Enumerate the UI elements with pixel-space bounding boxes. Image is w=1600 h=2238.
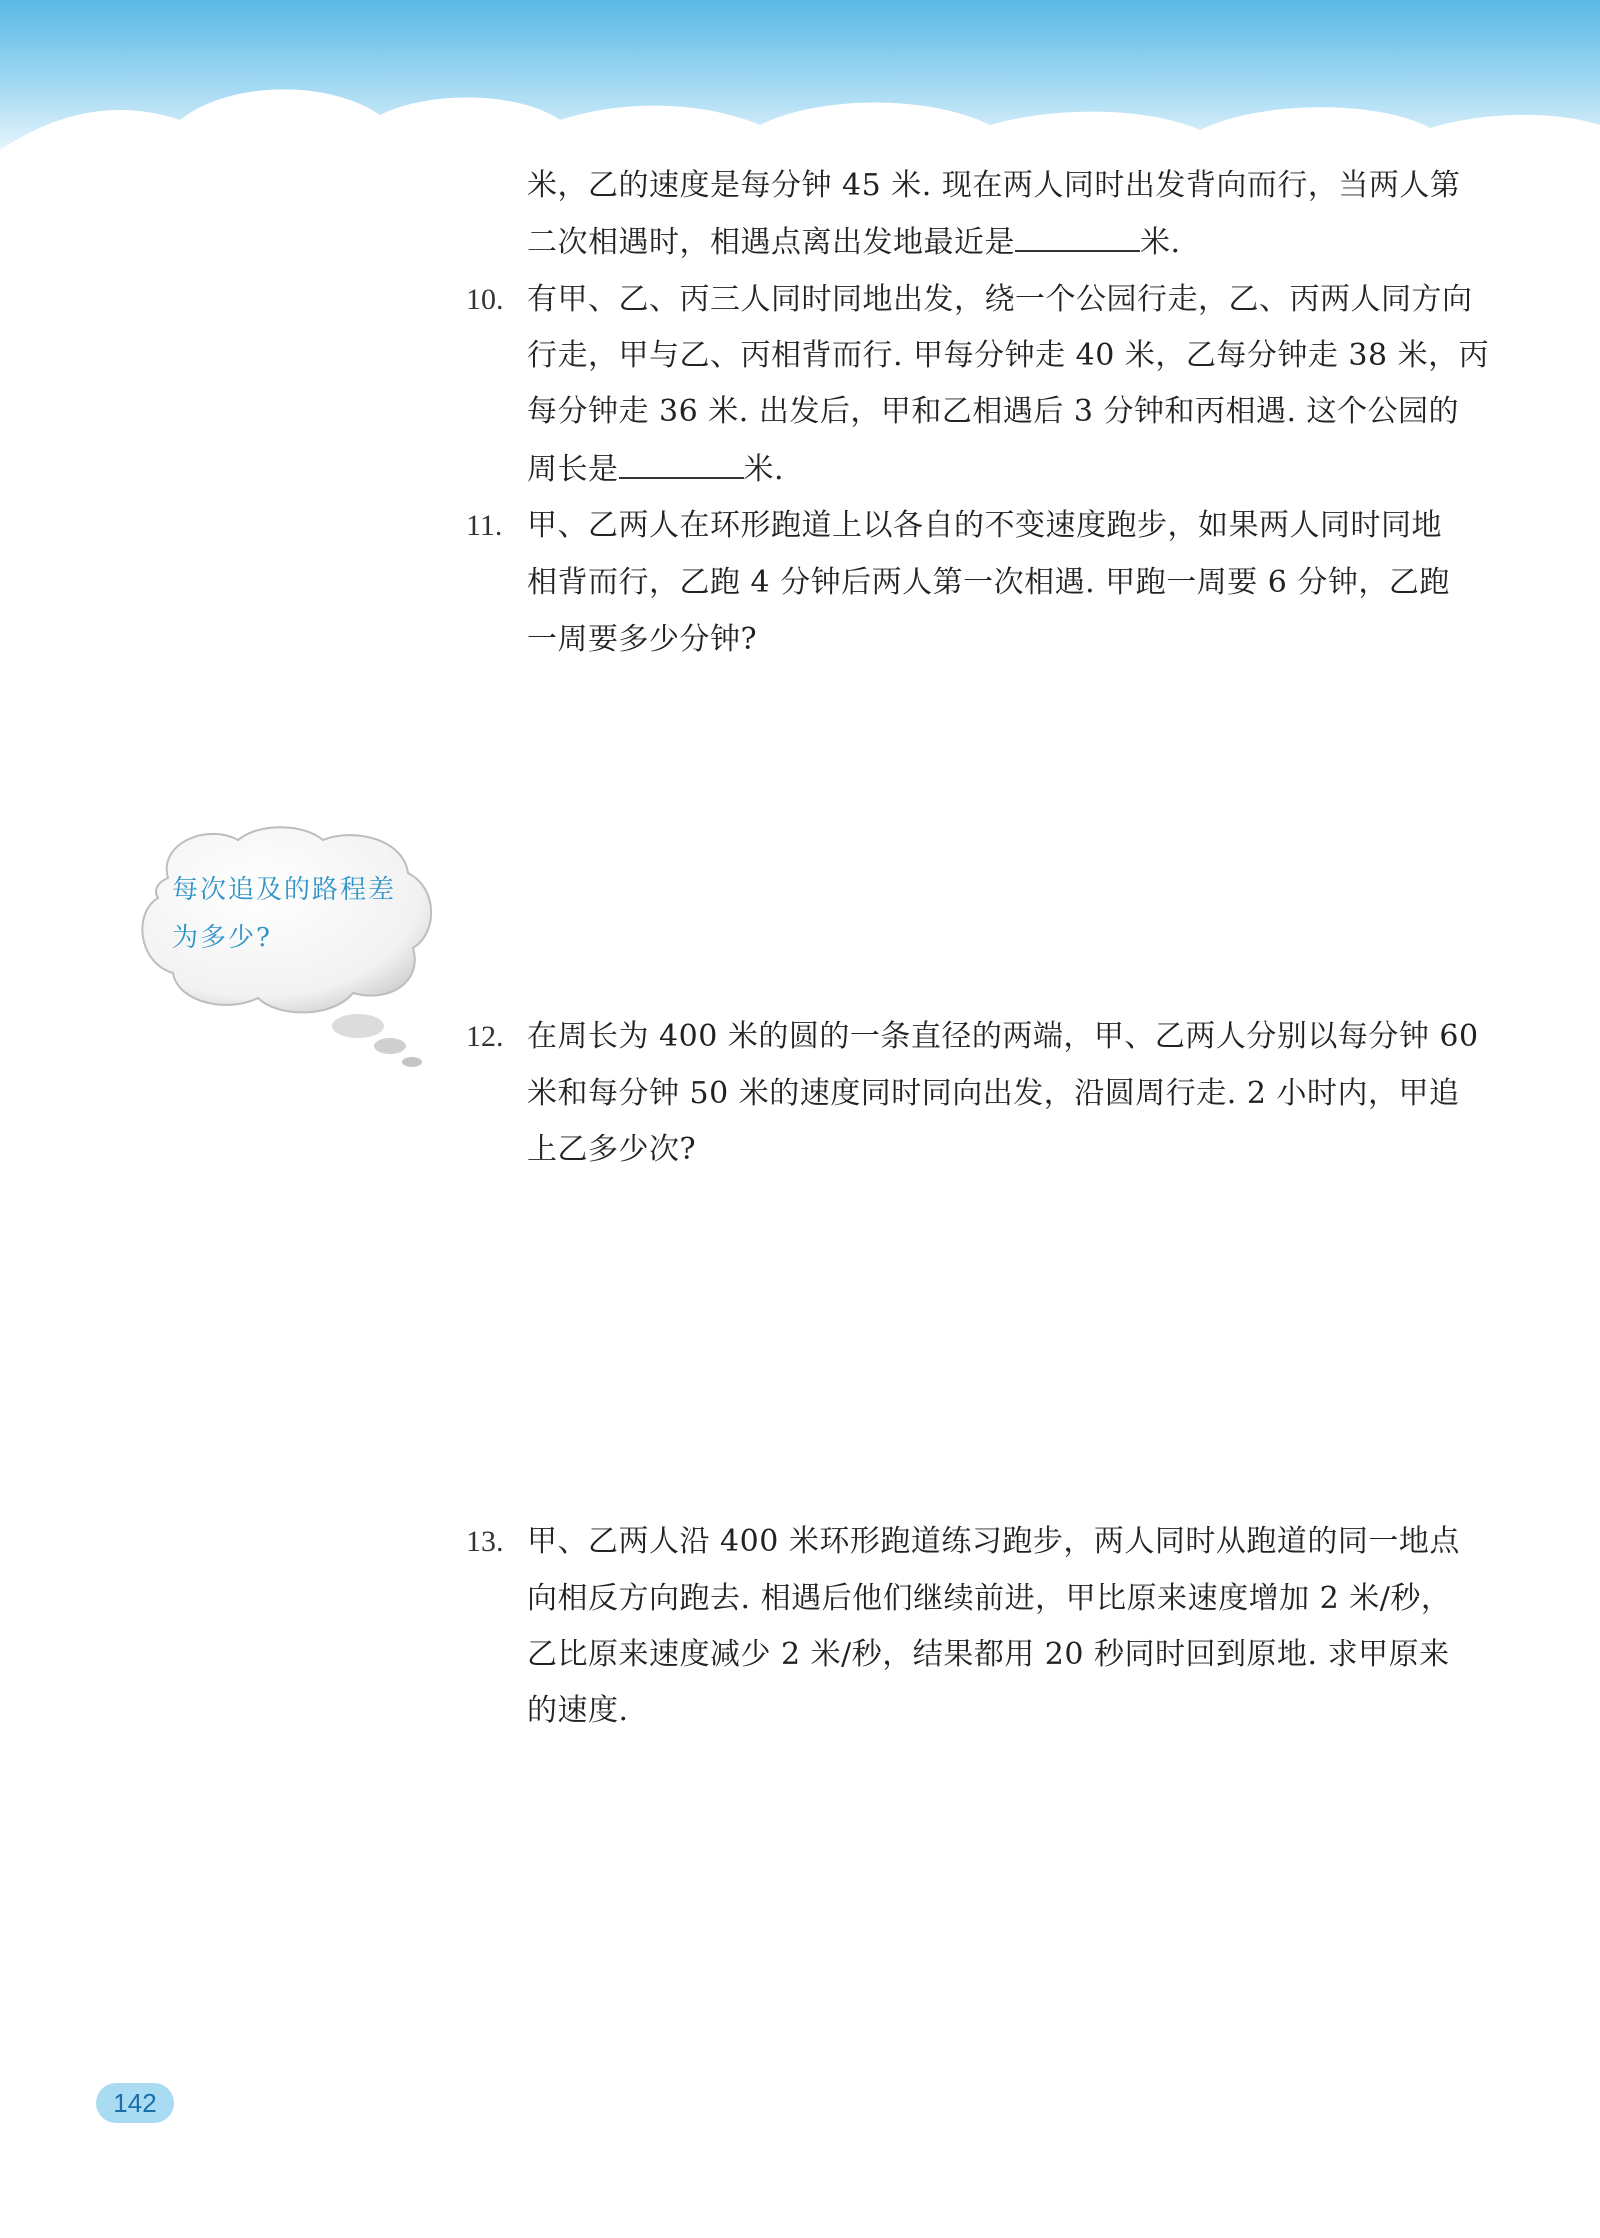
problem-11-number: 11. [466,509,503,542]
problem-13-line-1: 甲、乙两人沿 400 米环形跑道练习跑步，两人同时从跑道的同一地点 [527,1524,1460,1559]
problem-12-line-3: 上乙多少次? [527,1132,697,1167]
hint-line-1: 每次追及的路程差 [172,875,397,905]
problem-12-line-1: 在周长为 400 米的圆的一条直径的两端，甲、乙两人分别以每分钟 60 [527,1019,1479,1054]
problem-10-text: 周长是 [527,452,619,487]
problem-9-line-2 [527,222,1181,263]
answer-blank[interactable] [1015,222,1140,252]
problem-9-text: 二次相遇时，相遇点离出发地最近是 [527,225,1015,260]
problem-10-line-1: 有甲、乙、丙三人同时同地出发，绕一个公园行走，乙、丙两人同方向 [527,282,1473,317]
problem-13-number: 13. [466,1525,504,1558]
problem-10-number: 10. [466,283,504,316]
problem-9-unit: 米. [1140,225,1181,260]
problem-11-line-3: 一周要多少分钟? [527,622,758,657]
problem-13-line-4: 的速度. [527,1693,629,1728]
problem-11-line-2: 相背而行，乙跑 4 分钟后两人第一次相遇. 甲跑一周要 6 分钟，乙跑 [527,565,1450,600]
problem-13-line-2: 向相反方向跑去. 相遇后他们继续前进，甲比原来速度增加 2 米/秒， [527,1581,1452,1616]
answer-blank[interactable] [619,449,744,479]
sky-cloud-header [0,0,1600,190]
problem-10-unit: 米. [743,452,785,487]
page-number: 142 [113,2088,157,2118]
problem-13-line-3: 乙比原来速度减少 2 米/秒，结果都用 20 秒同时回到原地. 求甲原来 [527,1637,1450,1672]
hint-line-2: 为多少? [172,923,272,953]
problem-10-line-3: 每分钟走 36 米. 出发后，甲和乙相遇后 3 分钟和丙相遇. 这个公园的 [527,394,1460,429]
problem-12-line-2: 米和每分钟 50 米的速度同时同向出发，沿圆周行走. 2 小时内，甲追 [527,1076,1460,1111]
problem-9-line-1: 米，乙的速度是每分钟 45 米. 现在两人同时出发背向而行，当两人第 [527,168,1461,203]
problem-11-line-1: 甲、乙两人在环形跑道上以各自的不变速度跑步，如果两人同时同地 [527,508,1442,543]
problem-10-line-4 [527,449,784,490]
problem-12-number: 12. [466,1020,504,1053]
problem-10-line-2: 行走，甲与乙、丙相背而行. 甲每分钟走 40 米，乙每分钟走 38 米，丙 [527,338,1490,373]
